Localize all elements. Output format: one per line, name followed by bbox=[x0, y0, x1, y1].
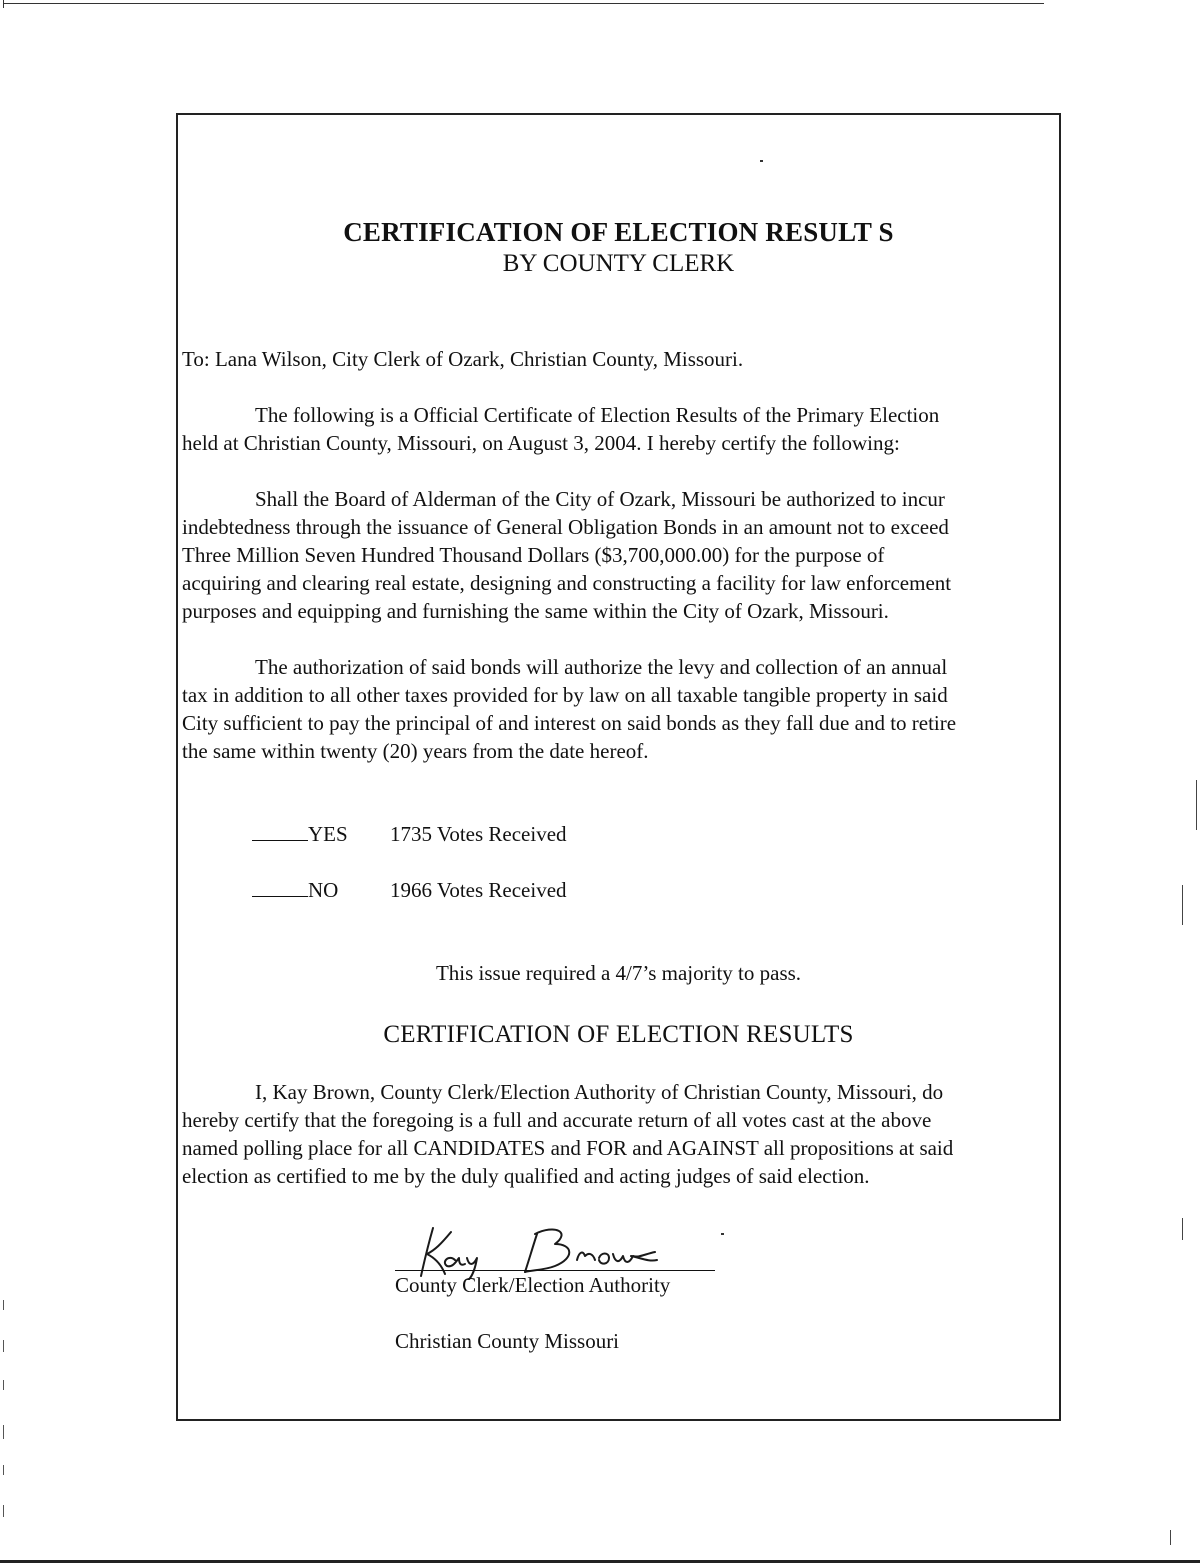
paragraph-line: hereby certify that the foregoing is a full and accurate return of all votes cast at the above bbox=[182, 1108, 932, 1132]
vote-count: 1966 Votes Received bbox=[390, 878, 567, 902]
ballot-question-paragraph bbox=[182, 485, 951, 625]
paragraph-line: tax in addition to all other taxes provided for by law on all taxable tangible property in said bbox=[182, 683, 948, 707]
vote-mark-blank bbox=[252, 876, 308, 897]
scan-edge-top bbox=[4, 3, 1044, 4]
vote-mark-blank bbox=[252, 820, 308, 841]
scan-mark bbox=[1182, 1218, 1183, 1240]
paragraph-line: Three Million Seven Hundred Thousand Dollars ($3,700,000.00) for the purpose of bbox=[182, 543, 885, 567]
paragraph-line: indebtedness through the issuance of General Obligation Bonds in an amount not to exceed bbox=[182, 515, 949, 539]
paragraph-line: the same within twenty (20) years from the date hereof. bbox=[182, 739, 649, 763]
vote-label: YES bbox=[308, 822, 348, 846]
paragraph-line: I, Kay Brown, County Clerk/Election Authority of Christian County, Missouri, do bbox=[255, 1080, 944, 1104]
scan-mark bbox=[1196, 780, 1197, 830]
scan-mark bbox=[3, 1300, 4, 1310]
paragraph-line: held at Christian County, Missouri, on August 3, 2004. I hereby certify the following: bbox=[182, 431, 900, 455]
document-title: CERTIFICATION OF ELECTION RESULT S bbox=[343, 217, 894, 247]
document-subtitle: BY COUNTY CLERK bbox=[502, 250, 735, 277]
scan-edge-tick bbox=[3, 0, 4, 8]
paragraph-line: Shall the Board of Alderman of the City of Ozark, Missouri be authorized to incur bbox=[255, 487, 945, 511]
scan-mark bbox=[1170, 1530, 1171, 1545]
paragraph-line: The following is a Official Certificate of Election Results of the Primary Election bbox=[255, 403, 940, 427]
majority-note: This issue required a 4/7’s majority to pass. bbox=[435, 961, 802, 985]
vote-label: NO bbox=[308, 878, 339, 902]
signature-caption: County Clerk/Election Authority bbox=[395, 1273, 671, 1297]
vote-row-yes bbox=[252, 820, 567, 848]
title-block bbox=[176, 215, 1061, 279]
scan-mark bbox=[1182, 885, 1183, 925]
county-line: Christian County Missouri bbox=[395, 1329, 620, 1353]
paragraph-line: purposes and equipping and furnishing the same within the City of Ozark, Missouri. bbox=[182, 599, 889, 623]
paragraph-line: election as certified to me by the duly qualified and acting judges of said election. bbox=[182, 1164, 870, 1188]
addressee-line: To: Lana Wilson, City Clerk of Ozark, Christian County, Missouri. bbox=[182, 347, 744, 371]
scan-edge-bottom bbox=[0, 1560, 1200, 1563]
paragraph-line: The authorization of said bonds will authorize the levy and collection of an annual bbox=[255, 655, 948, 679]
scan-mark bbox=[3, 1425, 4, 1439]
intro-paragraph bbox=[182, 401, 939, 457]
vote-row-no bbox=[252, 876, 567, 904]
certification-heading: CERTIFICATION OF ELECTION RESULTS bbox=[383, 1021, 854, 1048]
paragraph-line: City sufficient to pay the principal of and interest on said bonds as they fall due and to retire bbox=[182, 711, 957, 735]
scan-mark bbox=[3, 1505, 4, 1517]
scan-mark bbox=[3, 1465, 4, 1475]
authorization-paragraph bbox=[182, 653, 956, 765]
scan-mark bbox=[3, 1340, 4, 1352]
paragraph-line: named polling place for all CANDIDATES and FOR and AGAINST all propositions at said bbox=[182, 1136, 954, 1160]
scan-mark bbox=[3, 1380, 4, 1390]
paragraph-line: acquiring and clearing real estate, designing and constructing a facility for law enforcement bbox=[182, 571, 952, 595]
certification-paragraph bbox=[182, 1078, 953, 1190]
vote-count: 1735 Votes Received bbox=[390, 822, 567, 846]
